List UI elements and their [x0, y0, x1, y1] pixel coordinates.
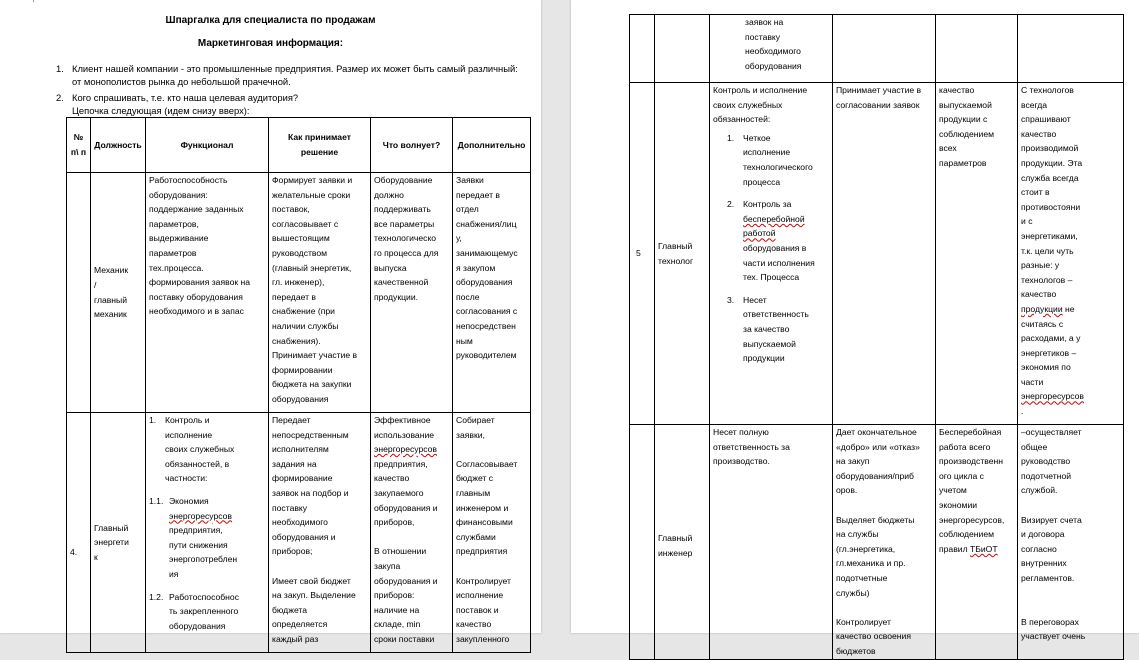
list-item-1-line-1: Клиент нашей компании - это промышленные предприятия. Размер их может быть самый различный:	[72, 63, 518, 74]
cell-text-line: (главный энергетик,	[272, 262, 352, 273]
cell-text-line: инженер	[658, 547, 693, 558]
cell-text-line: на службы	[836, 529, 879, 540]
cell-text-line: отдел	[456, 204, 479, 215]
cell-text-line: учетом	[939, 485, 967, 496]
list-item-marker: 3.	[727, 294, 735, 305]
row5-decision	[833, 83, 936, 425]
header-decision: Как принимает решение	[269, 118, 371, 173]
table-row	[67, 413, 531, 653]
cell-text-line: работа всего	[939, 441, 991, 452]
cell-text-line: производство.	[713, 456, 770, 467]
cell-text-line: занимающемус	[456, 247, 518, 258]
row5-functional	[710, 83, 833, 425]
cell-text-line: своих служебных	[713, 99, 783, 110]
cell-text-line: формировании	[272, 364, 333, 375]
cell-text-line: выпуска	[374, 262, 407, 273]
cell-text-line: определяется	[272, 619, 328, 630]
table-header-row	[67, 118, 531, 173]
row2-concern	[371, 413, 453, 653]
cell-text-line: задания на	[272, 458, 317, 469]
cell-text-line: служба всегда	[1021, 172, 1079, 183]
cell-text-line: регламентов.	[1021, 572, 1075, 583]
cell-text-line: Главный	[94, 522, 129, 533]
cell-text-line: за качество	[743, 323, 790, 334]
cell-text-line	[1021, 600, 1120, 615]
document-subtitle: Маркетинговая информация:	[197, 38, 344, 49]
cell-text-line: ным	[456, 335, 473, 346]
row2-position	[91, 413, 146, 653]
header-additional: Дополнительно	[453, 118, 531, 173]
cell-text-line: участвует очень	[1021, 631, 1086, 642]
cell-text-line: технологическо	[374, 233, 437, 244]
cell-text-line: Имеет свой бюджет	[272, 575, 351, 586]
cell-text-line: передает в	[272, 291, 316, 302]
row6-concern	[936, 425, 1018, 660]
cell-text-line: продукции. Эта	[1021, 157, 1083, 168]
cell-text-line: оборудования в	[743, 242, 807, 253]
cell-text-line: к	[94, 551, 98, 562]
cell-text-line: главным	[456, 487, 491, 498]
cell-text-line: Визирует счета	[1021, 514, 1082, 525]
cell-text-line: Несет	[743, 294, 767, 305]
cell-text-line: сроки поставки	[374, 633, 435, 644]
cell-text-line: своих служебных	[165, 444, 235, 455]
row0-position	[655, 15, 710, 83]
cell-text-line: обязанностей, в	[165, 458, 230, 469]
cell-text-line: Формирует заявки и	[272, 175, 353, 185]
cell-text-line: согласно	[1021, 543, 1057, 554]
cell-text-line: Заявки	[456, 175, 484, 185]
page-corner-mark	[33, 0, 40, 2]
cell-text-line: /	[94, 279, 97, 290]
cell-text-line: Главный	[658, 533, 693, 544]
cell-text-line: продукции.	[374, 291, 419, 302]
row6-num	[630, 425, 655, 660]
cell-text-line: Четкое	[743, 132, 771, 143]
cell-text-line: .	[1021, 406, 1024, 417]
list-item-text	[743, 197, 815, 285]
cell-text-line: снабжение (при	[272, 306, 335, 317]
cell-text-line: Контроль за	[743, 199, 792, 210]
cell-text-line: службой.	[1021, 485, 1058, 496]
cell-text-line: приборов;	[272, 546, 313, 557]
cell-text-line: службами	[456, 531, 496, 542]
cell-text-line: производимой	[1021, 143, 1079, 154]
cell-text-line: на закуп. Выделение	[272, 590, 356, 601]
cell-text-line: наличии службы	[272, 320, 339, 331]
cell-text-line: исполнение	[743, 147, 791, 158]
cell-text-line: энергети	[94, 537, 129, 548]
cell-text-line: на закуп	[836, 456, 870, 467]
row2-functional-items	[149, 413, 265, 633]
cell-text-line: вышестоящим	[272, 233, 330, 244]
header-num: № п\ п	[67, 118, 91, 173]
cell-text-line: В отношении	[374, 546, 427, 557]
cell-text-line: качество	[456, 619, 492, 630]
cell-text-line: считаясь с	[1021, 318, 1064, 329]
roles-table	[66, 117, 531, 653]
cell-text-line: согласования с	[456, 306, 518, 317]
cell-text-line	[1021, 498, 1120, 513]
cell-text-line: обязанностей:	[713, 114, 771, 125]
row0-num	[630, 15, 655, 83]
cell-text-line: гл.механика и пр.	[836, 558, 906, 569]
cell-text-line: пути снижения	[169, 539, 228, 550]
cell-text-line: экономии	[939, 499, 978, 510]
row6-additional	[1018, 425, 1124, 660]
cell-text-line: предприятия,	[169, 525, 223, 536]
roles-table-continued	[629, 14, 1124, 660]
cell-text-line: главный	[94, 294, 128, 305]
cell-text-line: Выделяет бюджеты	[836, 514, 915, 525]
cell-text-line: предприятия	[456, 546, 508, 557]
list-item-text	[743, 293, 809, 366]
cell-text-line: исполнителям	[272, 444, 329, 455]
cell-text-line: разные: у	[1021, 260, 1060, 271]
cell-text-line: ть закрепленного	[169, 606, 239, 617]
cell-text-line: все параметры	[374, 218, 435, 229]
table-row	[630, 83, 1124, 425]
cell-text-line: я закупом	[456, 262, 496, 273]
table-row	[630, 15, 1124, 83]
cell-text-line: продукции не	[1021, 303, 1075, 314]
document-title: Шпаргалка для специалиста по продажам	[165, 15, 376, 26]
list-item-marker: 1.	[727, 132, 735, 143]
list-item	[727, 197, 829, 285]
cell-text-line: соблюдением	[939, 128, 995, 139]
cell-text-line: бюджетов	[836, 645, 876, 656]
cell-text-line: ого цикла с	[939, 470, 984, 481]
cell-text-line: и договора	[1021, 529, 1065, 540]
list-item-marker: 1.2.	[149, 591, 164, 602]
cell-text-line: параметров,	[149, 218, 199, 229]
cell-text-line: частности:	[165, 473, 208, 484]
cell-text-line: поставку	[745, 31, 781, 42]
cell-text-line: бесперебойной	[743, 213, 805, 224]
cell-text-line	[456, 559, 527, 574]
document-page-2	[571, 0, 1139, 656]
cell-text-line: формирование	[272, 473, 333, 484]
cell-text-line	[374, 530, 449, 545]
cell-text-line: после	[456, 291, 480, 302]
cell-text-line: необходимого	[272, 517, 328, 528]
cell-text-line: С технологов	[1021, 85, 1074, 95]
cell-text-line: руководителем	[456, 350, 517, 361]
list-item-marker: 2.	[727, 199, 735, 210]
cell-text-line: расходами, а у	[1021, 333, 1081, 344]
cell-text-line: непосредствен	[456, 320, 516, 331]
row5-num: 5	[630, 83, 655, 425]
header-functional: Функционал	[146, 118, 269, 173]
row1-additional	[453, 173, 531, 413]
row6-functional	[710, 425, 833, 660]
cell-text-line: поставку оборудования	[149, 291, 243, 302]
row1-num	[67, 173, 91, 413]
cell-text-line: закупаемого	[374, 487, 424, 498]
cell-text-line: формирования заявок на	[149, 277, 251, 288]
cell-text-line: Работоспособность	[149, 175, 228, 185]
cell-text-line: Принимает участие в	[836, 85, 922, 95]
row5-functional-items	[713, 131, 829, 366]
cell-text-line: Бесперебойная	[939, 427, 1002, 437]
row5-concern	[936, 83, 1018, 425]
cell-text-line: противостояни	[1021, 201, 1081, 212]
cell-text-line: снабжения/лиц	[456, 218, 517, 229]
cell-text-line: подотчетной	[1021, 470, 1072, 481]
row5-position	[655, 83, 710, 425]
cell-text-line: инженером и	[456, 502, 509, 513]
cell-text-line: подотчетные	[836, 572, 888, 583]
cell-text-line: работой	[743, 228, 776, 239]
cell-text-line: Передает	[272, 415, 311, 425]
row2-additional	[453, 413, 531, 653]
table-row	[67, 173, 531, 413]
cell-text-line: энергопотреблен	[169, 554, 238, 565]
cell-text-line: поставок и	[456, 604, 499, 615]
cell-text-line: продукции с	[939, 114, 988, 125]
list-item-marker: 1.1.	[149, 495, 164, 506]
cell-text-line: оборудования/приб	[836, 470, 914, 481]
list-item	[149, 413, 265, 486]
cell-text-line: передает в	[456, 189, 500, 200]
cell-text-line: спрашивают	[1021, 114, 1071, 125]
row1-position	[91, 173, 146, 413]
cell-text-line: каждый раз	[272, 633, 319, 644]
cell-text-line: всех	[939, 143, 957, 154]
cell-text-line: технологического	[743, 161, 813, 172]
document-page-1	[0, 0, 541, 644]
list-item	[727, 293, 829, 366]
list-item-2-line-1: Кого спрашивать, т.е. кто наша целевая аудитория?	[72, 92, 299, 103]
cell-text-line: поставок,	[272, 204, 310, 215]
cell-text-line: Главный	[658, 240, 693, 251]
cell-text-line: ответственность	[743, 309, 809, 320]
cell-text-line	[1021, 586, 1120, 601]
cell-text-line: общее	[1021, 441, 1048, 452]
cell-text-line: технологов –	[1021, 274, 1073, 285]
cell-text-line: Собирает	[456, 415, 495, 425]
cell-text-line	[272, 559, 367, 574]
cell-text-line: энергоресурсов,	[939, 514, 1005, 525]
row6-decision	[833, 425, 936, 660]
cell-text-line: соблюдением	[939, 529, 995, 540]
row1-functional	[146, 173, 269, 413]
cell-text-line: Согласовывает	[456, 458, 518, 469]
cell-text-line: предприятия,	[374, 458, 428, 469]
cell-text-line: должно	[374, 189, 404, 200]
cell-text-line: стоит в	[1021, 187, 1050, 198]
row0-functional	[710, 15, 833, 83]
cell-text-line: технолог	[658, 255, 694, 266]
cell-text-line: энергетиками,	[1021, 230, 1078, 241]
cell-text-line: бюджета на закупки	[272, 379, 352, 390]
list-item	[727, 131, 829, 189]
cell-text-line: внутренних	[1021, 558, 1067, 569]
cell-text-line: Контролирует	[836, 616, 891, 627]
cell-text-line: непосредственным	[272, 429, 349, 440]
row6-position	[655, 425, 710, 660]
list-marker-2: 2.	[56, 92, 64, 103]
cell-text-line: продукции	[743, 353, 785, 364]
cell-text-line: т.к. цели чуть	[1021, 245, 1074, 256]
cell-text-line: оборудования:	[149, 189, 208, 200]
row1-decision	[269, 173, 371, 413]
cell-text-line: «добро» или «отказ»	[836, 441, 920, 452]
cell-text-line: закупленного	[456, 633, 510, 644]
cell-text-line: параметров	[939, 157, 987, 168]
cell-text-line: оборудования и	[374, 575, 438, 586]
cell-text-line: согласовании заявок	[836, 99, 920, 110]
cell-text-line: складе, min	[374, 619, 421, 630]
cell-text-line: заявок на	[745, 17, 784, 27]
cell-text-line: Экономия	[169, 495, 209, 506]
cell-text-line: заявки,	[456, 429, 485, 440]
cell-text-line: гл. инженер),	[272, 277, 325, 288]
cell-text-line: качество	[1021, 289, 1057, 300]
cell-text-line: оборудования	[745, 60, 802, 71]
list-marker-1: 1.	[56, 63, 64, 74]
row2-num: 4.	[67, 413, 91, 653]
cell-text-line: тех. Процесса	[743, 272, 800, 283]
cell-text-line: руководство	[1021, 456, 1071, 467]
row0-decision	[833, 15, 936, 83]
cell-text-line: механик	[94, 309, 127, 320]
list-item	[149, 590, 265, 634]
cell-text-line: ответственность за	[713, 441, 790, 452]
cell-text-line: исполнение	[165, 429, 213, 440]
cell-text-line: руководством	[272, 247, 328, 258]
cell-text-line: исполнение	[456, 590, 504, 601]
cell-text-line: качество	[1021, 128, 1057, 139]
cell-text-line: го процесса для	[374, 247, 439, 258]
cell-text-line: В переговорах	[1021, 616, 1079, 627]
cell-text-line: Эффективное	[374, 415, 431, 425]
row0-additional	[1018, 15, 1124, 83]
cell-text-line: поддержание заданных	[149, 204, 244, 215]
cell-text-line: заявок на подбор и	[272, 487, 349, 498]
cell-text-line: службы)	[836, 587, 870, 598]
list-item-text	[169, 590, 239, 634]
row1-concern	[371, 173, 453, 413]
cell-text-line: –осуществляет	[1021, 427, 1082, 437]
cell-text-line: согласовывает с	[272, 218, 339, 229]
cell-text-line: ия	[169, 568, 179, 579]
cell-text-line: части	[1021, 376, 1044, 387]
cell-text-line: энергоресурсов	[169, 510, 232, 521]
cell-text-line: выдерживание	[149, 233, 209, 244]
cell-text-line: поддерживать	[374, 204, 431, 215]
cell-text-line: наличие на	[374, 604, 420, 615]
list-item-1-line-2: от монополистов рынка до небольшой прачечной.	[72, 76, 291, 87]
row2-decision	[269, 413, 371, 653]
cell-text-line: оборудования и	[374, 502, 438, 513]
cell-text-line: финансовыми	[456, 517, 513, 528]
cell-text-line: поставку	[272, 502, 308, 513]
list-item-text	[165, 413, 234, 486]
cell-text-line	[836, 600, 932, 615]
header-concern: Что волнует?	[371, 118, 453, 173]
cell-text-line: экономия по	[1021, 362, 1071, 373]
header-position: Должность	[91, 118, 146, 173]
cell-text-line: (гл.энергетика,	[836, 543, 896, 554]
cell-text-line: всегда	[1021, 99, 1048, 110]
cell-text-line: приборов,	[374, 517, 415, 528]
row0-concern	[936, 15, 1018, 83]
cell-text-line: Оборудование	[374, 175, 433, 185]
cell-text-line: оборудования	[169, 620, 226, 631]
cell-text-line: у,	[456, 233, 462, 244]
list-item	[149, 494, 265, 582]
list-item-text	[743, 131, 813, 189]
list-item-marker: 1.	[149, 415, 157, 425]
cell-text-line	[456, 442, 527, 457]
cell-text-line: качество	[374, 473, 410, 484]
cell-text-line: Дает окончательное	[836, 427, 917, 437]
cell-text-line: Контроль и	[165, 415, 210, 425]
cell-text-line: правил ТБиОТ	[939, 543, 998, 554]
cell-text-line: необходимого	[745, 46, 801, 57]
cell-text-line: энергоресурсов	[1021, 391, 1084, 402]
cell-text-line: снабжения).	[272, 335, 321, 346]
cell-text-line: оров.	[836, 485, 858, 496]
table-row	[630, 425, 1124, 660]
cell-text-line: использование	[374, 429, 435, 440]
cell-text-line: и с	[1021, 216, 1033, 227]
cell-text-line: Работоспособнос	[169, 591, 240, 602]
cell-text-line: выпускаемой	[939, 99, 992, 110]
list-item-2-line-2: Цепочка следующая (идем снизу вверх):	[72, 105, 250, 116]
cell-text-line: процесса	[743, 176, 781, 187]
cell-text-line: оборудования и	[272, 531, 336, 542]
cell-text-line: Механик	[94, 265, 129, 276]
cell-text-line: части исполнения	[743, 257, 815, 268]
cell-text-line: оборудования	[272, 393, 329, 404]
cell-text-line: оборудования	[456, 277, 513, 288]
cell-text-line	[836, 498, 932, 513]
cell-text-line: желательные сроки	[272, 189, 351, 200]
row5-additional	[1018, 83, 1124, 425]
cell-text-line: Контроль и исполнение	[713, 85, 808, 95]
cell-text-line: Несет полную	[713, 427, 769, 437]
cell-text-line: тех.процесса.	[149, 262, 204, 273]
cell-text-line: энергетиков –	[1021, 347, 1077, 358]
cell-text-line: параметров	[149, 247, 197, 258]
cell-text-line: качественной	[374, 277, 429, 288]
cell-text-line: закупа	[374, 560, 401, 571]
cell-text-line: качество освоения	[836, 631, 911, 642]
row2-functional	[146, 413, 269, 653]
list-item-text	[169, 494, 237, 582]
cell-text-line: Контролирует	[456, 575, 511, 586]
cell-text-line: бюджета	[272, 604, 308, 615]
cell-text-line: качество	[939, 85, 975, 95]
cell-text-line: необходимого и в запас	[149, 306, 244, 317]
cell-text-line: энергоресурсов	[374, 444, 437, 455]
cell-text-line: Принимает участие в	[272, 350, 358, 361]
cell-text-line: производственн	[939, 456, 1003, 467]
cell-text-line: выпускаемой	[743, 338, 796, 349]
cell-text-line: бюджет с	[456, 473, 494, 484]
cell-text-line: приборов:	[374, 590, 415, 601]
